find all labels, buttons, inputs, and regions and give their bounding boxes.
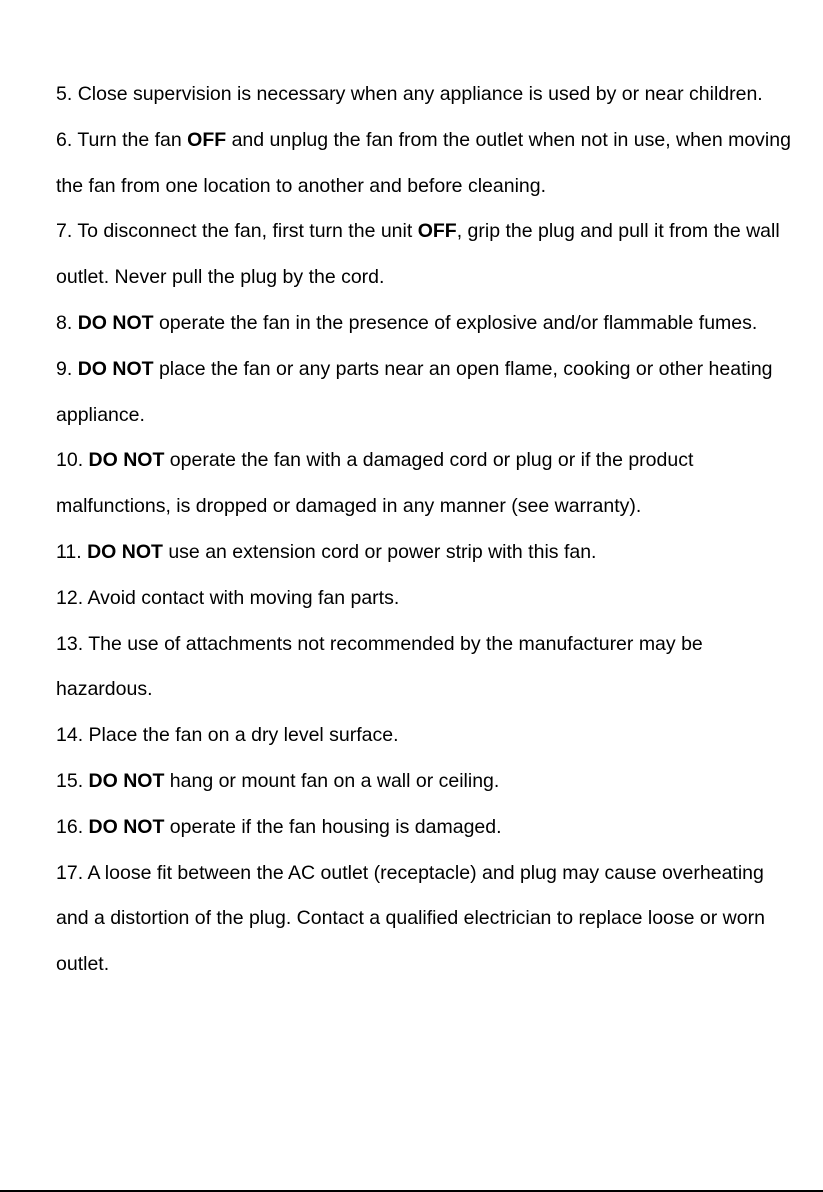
item-number: 9.	[56, 357, 78, 380]
instruction-item-6	[56, 118, 796, 210]
item-emphasis: OFF	[417, 220, 457, 243]
instruction-item-15	[56, 759, 796, 805]
instruction-item-12	[56, 576, 796, 622]
item-text: Place the fan on a dry level surface.	[88, 724, 399, 747]
item-number: 17.	[56, 861, 88, 884]
item-text: operate the fan in the presence of explosive and/or flammable fumes.	[153, 311, 758, 334]
instruction-item-17	[56, 851, 796, 988]
item-text: A loose fit between the AC outlet (receptacle) and plug may cause overheating and a distortion of the plug. Contact a qualified electrician to replace loose or worn outlet.	[56, 861, 765, 976]
item-number: 6.	[56, 128, 78, 151]
item-number: 8.	[56, 311, 78, 334]
instruction-item-16	[56, 805, 796, 851]
item-emphasis: DO NOT	[77, 311, 154, 334]
item-text: Avoid contact with moving fan parts.	[87, 586, 400, 609]
item-text: use an extension cord or power strip with this fan.	[162, 540, 597, 563]
item-text: , grip the plug and pull it from the wall outlet. Never pull the plug by the cord.	[56, 220, 780, 289]
item-text: operate if the fan housing is damaged.	[164, 815, 502, 838]
item-text: Turn the fan	[77, 128, 188, 151]
item-text: Close supervision is necessary when any appliance is used by or near children.	[77, 83, 763, 105]
instruction-item-11	[56, 530, 796, 576]
instruction-item-13	[56, 622, 796, 714]
instruction-item-10	[56, 438, 796, 530]
item-emphasis: DO NOT	[77, 357, 154, 380]
safety-instructions-list	[56, 72, 796, 988]
item-number: 15.	[56, 769, 89, 792]
instruction-item-14	[56, 713, 796, 759]
item-text: To disconnect the fan, first turn the unit	[77, 220, 418, 243]
item-number: 14.	[56, 724, 89, 747]
item-number: 12.	[56, 586, 88, 609]
item-emphasis: DO NOT	[87, 540, 163, 563]
item-emphasis: OFF	[187, 128, 227, 151]
item-emphasis: DO NOT	[88, 815, 165, 838]
item-number: 16.	[56, 815, 89, 838]
item-number: 11.	[56, 540, 88, 563]
item-emphasis: DO NOT	[88, 769, 165, 792]
item-text: The use of attachments not recommended by the manufacturer may be hazardous.	[56, 632, 703, 701]
item-number: 13.	[56, 632, 89, 655]
instruction-item-5	[56, 72, 796, 118]
instruction-item-8	[56, 301, 796, 347]
item-text: place the fan or any parts near an open flame, cooking or other heating appliance.	[56, 357, 773, 426]
item-text: operate the fan with a damaged cord or plug or if the product malfunctions, is dropped or damaged in any manner (see warranty).	[56, 449, 694, 518]
instruction-item-9	[56, 347, 796, 439]
item-number: 10.	[56, 449, 89, 472]
item-text: and unplug the fan from the outlet when not in use, when moving the fan from one location to another and before cleaning.	[56, 128, 791, 197]
item-emphasis: DO NOT	[88, 449, 165, 472]
item-text: hang or mount fan on a wall or ceiling.	[164, 769, 500, 792]
item-number: 7.	[56, 220, 78, 243]
item-number: 5.	[56, 83, 78, 105]
instruction-item-7	[56, 209, 796, 301]
